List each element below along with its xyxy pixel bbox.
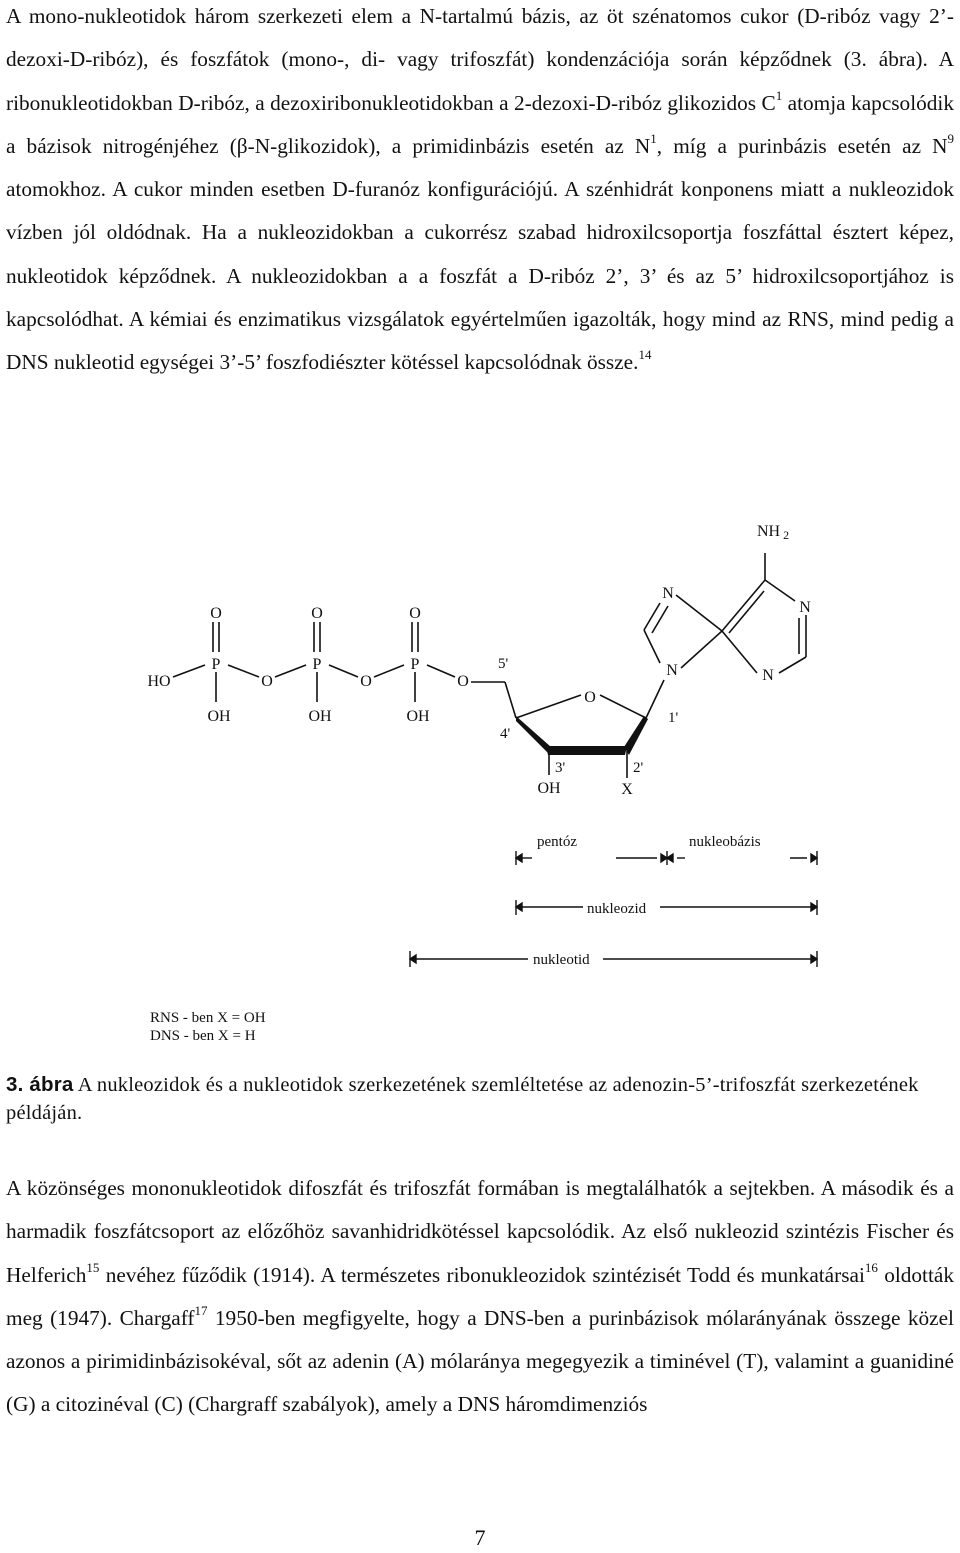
paragraph-text: 1950-ben megfigyelte, hogy a DNS-ben a purinbázisok mólarányának összege közel azonos a pirimidinbázisokéval, sőt az adenin (A) mólaránya megegyezik a timinével (T), valamint a guanidiné (G) a citozinéval (C) (Chargraff szabályok), amely a DNS háromdimenziós: [6, 1305, 954, 1417]
atom-p: P: [211, 656, 221, 673]
atom-oh: OH: [406, 708, 430, 725]
superscript: 1: [775, 87, 783, 103]
caption-label: 3. ábra: [6, 1073, 74, 1096]
footnote-reference: 15: [86, 1259, 100, 1275]
position-1-prime: 1': [668, 710, 679, 726]
subscript-2: 2: [783, 528, 790, 542]
atom-n3: N: [762, 667, 774, 684]
paragraph-text: A közönséges mononukleotidok difoszfát és trifoszfát formában is megtalálhatók a sejtekben. A második és a harmadik foszfátcsoport az előzőhöz savanhidridkötéssel kapcsolódik. Az első nukleozid szintézis Fischer és Helferich: [6, 1176, 954, 1287]
atom-o: O: [210, 605, 222, 622]
atom-n7: N: [662, 585, 674, 602]
ring-oxygen: O: [584, 689, 596, 706]
nucleotide-label: nukleotid: [533, 952, 590, 968]
atp-structure-figure: [0, 505, 960, 1050]
dna-legend: DNS - ben X = H: [150, 1028, 256, 1044]
caption-text: A nukleozidok és a nukleotidok szerkezetének szemléltetése az adenozin-5’-trifoszfát szerkezetének példáján.: [6, 1074, 919, 1124]
paragraph-text: oldották meg (1947). Chargaff: [6, 1262, 954, 1330]
pentose-label: pentóz: [537, 834, 577, 850]
atom-oh: OH: [308, 708, 332, 725]
superscript: 9: [947, 130, 955, 146]
footnote-reference: 17: [194, 1302, 208, 1318]
body-paragraph: [6, 1167, 954, 1427]
figure-caption: [6, 1071, 954, 1127]
position-3-prime: 3': [555, 760, 566, 776]
paragraph-text: nevéhez fűződik (1914). A természetes ribonukleozidok szintézisét Todd és munkatársai: [99, 1262, 865, 1287]
phosphate-bonds: [173, 622, 516, 718]
paragraph-text: atomja kapcsolódik a bázisok nitrogénjéhez (β-N-glikozidok), a primidinbázis esetén az N: [6, 90, 954, 158]
atom-o: O: [409, 605, 421, 622]
page-number: 7: [474, 1525, 486, 1550]
atom-o: O: [360, 673, 372, 690]
paragraph-text: A mono-nukleotidok három szerkezeti elem a N-tartalmú bázis, az öt szénatomos cukor (D-ribóz vagy 2’-dezoxi-D-ribóz), és foszfátok (mono-, di- vagy trifoszfát) kondenzációja során képződnek (3. ábra). A ribonukleotidokban D-ribóz, a dezoxiribonukleotidokban a 2-dezoxi-D-ribóz glikozidos C: [6, 4, 954, 115]
atom-o: O: [311, 605, 323, 622]
atom-p: P: [312, 656, 322, 673]
atom-x: X: [621, 781, 633, 798]
atom-n1: N: [799, 599, 811, 616]
atom-nh: NH: [757, 523, 781, 540]
paragraph-text: , míg a purinbázis esetén az N: [656, 133, 948, 158]
atom-ho: HO: [147, 673, 171, 690]
adenine-ring: [644, 553, 806, 673]
atom-p: P: [410, 656, 420, 673]
footnote-reference: 16: [864, 1259, 878, 1275]
footnote-reference: 14: [638, 347, 652, 363]
rna-legend: RNS - ben X = OH: [150, 1010, 266, 1026]
amino-group: [757, 523, 789, 542]
position-5-prime: 5': [498, 656, 509, 672]
intro-paragraph: [6, 0, 954, 385]
atom-n9: N: [666, 662, 678, 679]
atom-o: O: [457, 673, 469, 690]
atom-o: O: [261, 673, 273, 690]
paragraph-text: atomokhoz. A cukor minden esetben D-furanóz konfigurációjú. A szénhidrát konponens miatt a nukleozidok vízben jól oldódnak. Ha a nukleozidokban a cukorrész szabad hidroxilcsoportja foszfáttal észtert képez, nukleotidok képződnek. A nukleozidokban a a foszfát a D-ribóz 2’, 3’ és az 5’ hidroxilcsoportjához is kapcsolódhat. A kémiai és enzimatikus vizsgálatok egyértelműen igazolták, hogy mind az RNS, mind pedig a DNS nukleotid egységei 3’-5’ foszfodiészter kötéssel kapcsolódnak össze.: [6, 177, 954, 375]
nucleobase-label: nukleobázis: [689, 834, 761, 850]
nucleoside-label: nukleozid: [587, 901, 647, 917]
superscript: 1: [650, 130, 657, 146]
position-2-prime: 2': [633, 760, 644, 776]
atom-oh: OH: [537, 780, 561, 797]
atom-oh: OH: [207, 708, 231, 725]
position-4-prime: 4': [500, 726, 511, 742]
